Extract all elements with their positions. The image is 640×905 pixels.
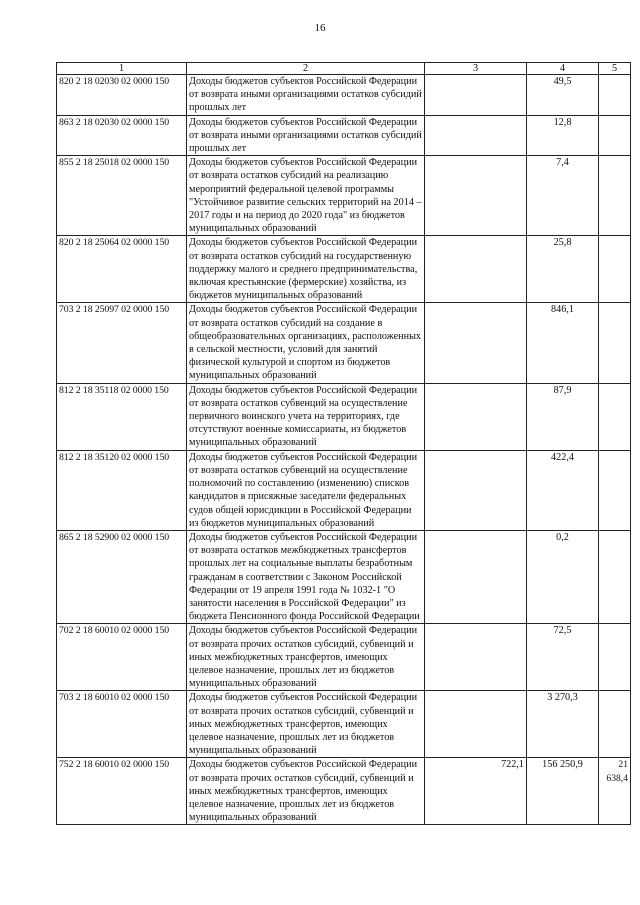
amount-col3-cell: 722,1 — [425, 758, 527, 825]
amount-col3-cell — [425, 156, 527, 236]
budget-code-cell: 865 2 18 52900 02 0000 150 — [57, 530, 187, 623]
revenue-description-cell: Доходы бюджетов субъектов Российской Федерации от возврата прочих остатков субсидий, субвенций и иных межбюджетных трансфертов, имеющих целевое назначение, прошлых лет из бюджетов муниципальных образований — [187, 758, 425, 825]
amount-col4-cell: 12,8 — [527, 115, 599, 156]
amount-col4-cell: 0,2 — [527, 530, 599, 623]
budget-code-cell: 812 2 18 35120 02 0000 150 — [57, 450, 187, 530]
budget-revenue-table — [56, 62, 631, 825]
page-number: 16 — [314, 22, 326, 34]
budget-code-cell: 703 2 18 60010 02 0000 150 — [57, 691, 187, 758]
amount-col5-cell — [599, 303, 631, 383]
amount-col4-cell: 49,5 — [527, 75, 599, 116]
amount-col4-cell: 3 270,3 — [527, 691, 599, 758]
budget-code-cell: 820 2 18 02030 02 0000 150 — [57, 75, 187, 116]
amount-col5-cell — [599, 115, 631, 156]
amount-col4-cell: 422,4 — [527, 450, 599, 530]
revenue-description-cell: Доходы бюджетов субъектов Российской Федерации от возврата остатков субсидий на реализацию мероприятий федеральной целевой программы "Устойчивое развитие сельских территорий на 2014 – 2017 годы и на период до 2020 года" из бюджетов муниципальных образований — [187, 156, 425, 236]
table-row — [57, 758, 631, 825]
amount-col4-cell: 7,4 — [527, 156, 599, 236]
amount-col3-cell — [425, 383, 527, 450]
amount-col3-cell — [425, 530, 527, 623]
budget-code-cell: 752 2 18 60010 02 0000 150 — [57, 758, 187, 825]
amount-col3-cell — [425, 450, 527, 530]
header-row — [57, 63, 631, 75]
budget-code-cell: 855 2 18 25018 02 0000 150 — [57, 156, 187, 236]
amount-col4-cell: 846,1 — [527, 303, 599, 383]
column-header: 4 — [527, 63, 599, 75]
revenue-description-cell: Доходы бюджетов субъектов Российской Федерации от возврата прочих остатков субсидий, субвенций и иных межбюджетных трансфертов, имеющих целевое назначение, прошлых лет из бюджетов муниципальных образований — [187, 624, 425, 691]
amount-col3-cell — [425, 236, 527, 303]
table-row — [57, 75, 631, 116]
table-row — [57, 303, 631, 383]
amount-col5-cell — [599, 75, 631, 116]
revenue-description-cell: Доходы бюджетов субъектов Российской Федерации от возврата остатков субвенций на осуществление полномочий по составлению (изменению) списков кандидатов в присяжные заседатели федеральных судов общей юрисдикции в Российской Федерации из бюджетов муниципальных образований — [187, 450, 425, 530]
column-header: 5 — [599, 63, 631, 75]
revenue-description-cell: Доходы бюджетов субъектов Российской Федерации от возврата остатков субсидий на государственную поддержку малого и среднего предпринимательства, включая крестьянские (фермерские) хозяйства, из бюджетов муниципальных образований — [187, 236, 425, 303]
amount-col3-cell — [425, 691, 527, 758]
amount-col5-cell — [599, 156, 631, 236]
amount-col5-cell: 21 638,4 — [599, 758, 631, 825]
amount-col3-cell — [425, 624, 527, 691]
revenue-description-cell: Доходы бюджетов субъектов Российской Федерации от возврата иными организациями остатков субсидий прошлых лет — [187, 115, 425, 156]
amount-col5-cell — [599, 691, 631, 758]
amount-col4-cell: 87,9 — [527, 383, 599, 450]
budget-code-cell: 863 2 18 02030 02 0000 150 — [57, 115, 187, 156]
amount-col5-cell — [599, 530, 631, 623]
table-row — [57, 156, 631, 236]
amount-col4-cell: 25,8 — [527, 236, 599, 303]
amount-col3-cell — [425, 115, 527, 156]
amount-col3-cell — [425, 75, 527, 116]
column-header: 3 — [425, 63, 527, 75]
table-row — [57, 450, 631, 530]
amount-col5-cell — [599, 383, 631, 450]
column-header: 2 — [187, 63, 425, 75]
column-header: 1 — [57, 63, 187, 75]
table-row — [57, 383, 631, 450]
amount-col4-cell: 156 250,9 — [527, 758, 599, 825]
revenue-description-cell: Доходы бюджетов субъектов Российской Федерации от возврата прочих остатков субсидий, субвенций и иных межбюджетных трансфертов, имеющих целевое назначение, прошлых лет из бюджетов муниципальных образований — [187, 691, 425, 758]
revenue-description-cell: Доходы бюджетов субъектов Российской Федерации от возврата остатков межбюджетных трансфертов прошлых лет на социальные выплаты безработным гражданам в соответствии с Законом Российской Федерации от 19 апреля 1991 года № 1032-1 "О занятости населения в Российской Федерации" из бюджета Пенсионного фонда Российской Федерации — [187, 530, 425, 623]
amount-col3-cell — [425, 303, 527, 383]
table-row — [57, 691, 631, 758]
amount-col4-cell: 72,5 — [527, 624, 599, 691]
table-row — [57, 530, 631, 623]
revenue-description-cell: Доходы бюджетов субъектов Российской Федерации от возврата остатков субвенций на осуществление первичного воинского учета на территориях, где отсутствуют военные комиссариаты, из бюджетов муниципальных образований — [187, 383, 425, 450]
revenue-description-cell: Доходы бюджетов субъектов Российской Федерации от возврата остатков субсидий на создание в общеобразовательных организациях, расположенных в сельской местности, условий для занятий физической культурой и спортом из бюджетов муниципальных образований — [187, 303, 425, 383]
table-row — [57, 236, 631, 303]
budget-code-cell: 820 2 18 25064 02 0000 150 — [57, 236, 187, 303]
amount-col5-cell — [599, 450, 631, 530]
budget-code-cell: 812 2 18 35118 02 0000 150 — [57, 383, 187, 450]
budget-code-cell: 702 2 18 60010 02 0000 150 — [57, 624, 187, 691]
amount-col5-cell — [599, 624, 631, 691]
revenue-description-cell: Доходы бюджетов субъектов Российской Федерации от возврата иными организациями остатков субсидий прошлых лет — [187, 75, 425, 116]
amount-col5-cell — [599, 236, 631, 303]
table-row — [57, 115, 631, 156]
budget-code-cell: 703 2 18 25097 02 0000 150 — [57, 303, 187, 383]
table-row — [57, 624, 631, 691]
table-body — [57, 75, 631, 825]
